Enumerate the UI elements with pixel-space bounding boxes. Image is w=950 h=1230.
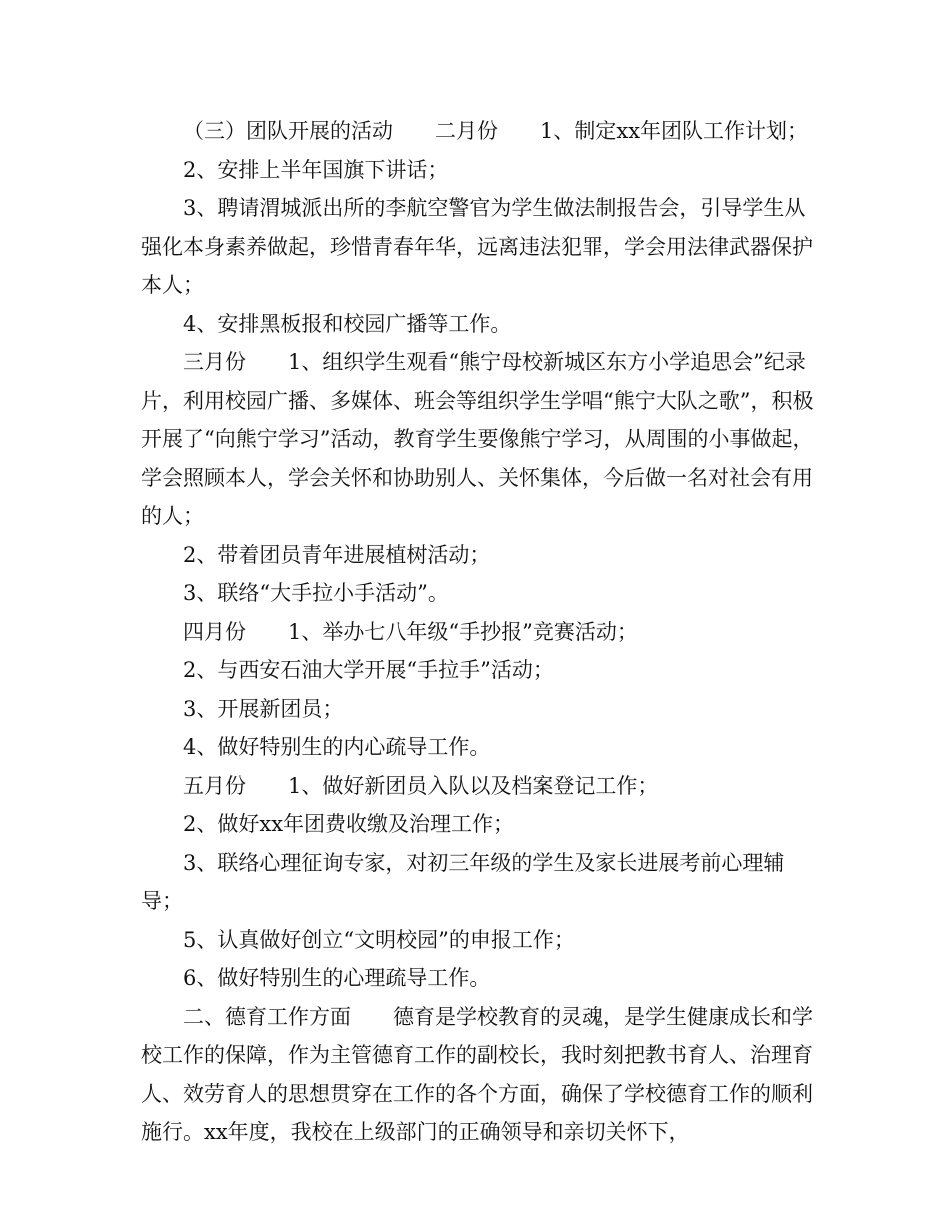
paragraph-psychology-consult: 3、联络心理征询专家，对初三年级的学生及家长进展考前心理辅导；	[141, 850, 785, 913]
paragraph-legal-report: 3、聘请渭城派出所的李航空警官为学生做法制报告会，引导学生从强化本身素养做起，珍惜青春年华，远离违法犯罪，学会用法律武器保护本人；	[141, 196, 813, 297]
paragraph-april: 四月份 1、举办七八年级“手抄报”竞赛活动；	[183, 619, 638, 644]
paragraph-flag-speech: 2、安排上半年国旗下讲话；	[183, 157, 449, 182]
document-body	[141, 112, 821, 1152]
paragraph-psych-guidance: 6、做好特别生的心理疏导工作。	[183, 966, 491, 990]
paragraph-may: 五月份 1、做好新团员入队以及档案登记工作；	[183, 773, 659, 798]
paragraph-moral-education: 二、德育工作方面 德育是学校教育的灵魂，是学生健康成长和学校工作的保障，作为主管德育工作的副校长，我时刻把教书育人、治理育人、效劳育人的思想贯穿在工作的各个方面，确保了学校德育工作的顺利施行。xx年度，我校在上级部门的正确领导和亲切关怀下，	[141, 1004, 813, 1144]
paragraph-tree-planting: 2、带着团员青年进展植树活动；	[183, 542, 491, 567]
paragraph-big-hand-small-hand: 3、联络“大手拉小手活动”。	[183, 581, 449, 605]
paragraph-team-activities-february: （三）团队开展的活动 二月份 1、制定xx年团队工作计划；	[183, 119, 809, 143]
paragraph-new-members: 3、开展新团员；	[183, 696, 344, 721]
paragraph-fees: 2、做好xx年团费收缴及治理工作；	[183, 812, 515, 836]
paragraph-special-students: 4、做好特别生的内心疏导工作。	[183, 735, 491, 759]
paragraph-blackboard-broadcast: 4、安排黑板报和校园广播等工作。	[183, 311, 512, 336]
paragraph-hand-in-hand: 2、与西安石油大学开展“手拉手”活动；	[183, 658, 554, 682]
paragraph-civilized-campus: 5、认真做好创立“文明校园”的申报工作；	[183, 927, 575, 952]
paragraph-march: 三月份 1、组织学生观看“熊宁母校新城区东方小学追思会”纪录片，利用校园广播、多媒体、班会等组织学生学唱“熊宁大队之歌”，积极开展了“向熊宁学习”活动，教育学生要像熊宁学习，从周围的小事做起，学会照顾本人，学会关怀和协助别人、关怀集体，今后做一名对社会有用的人；	[141, 350, 814, 528]
